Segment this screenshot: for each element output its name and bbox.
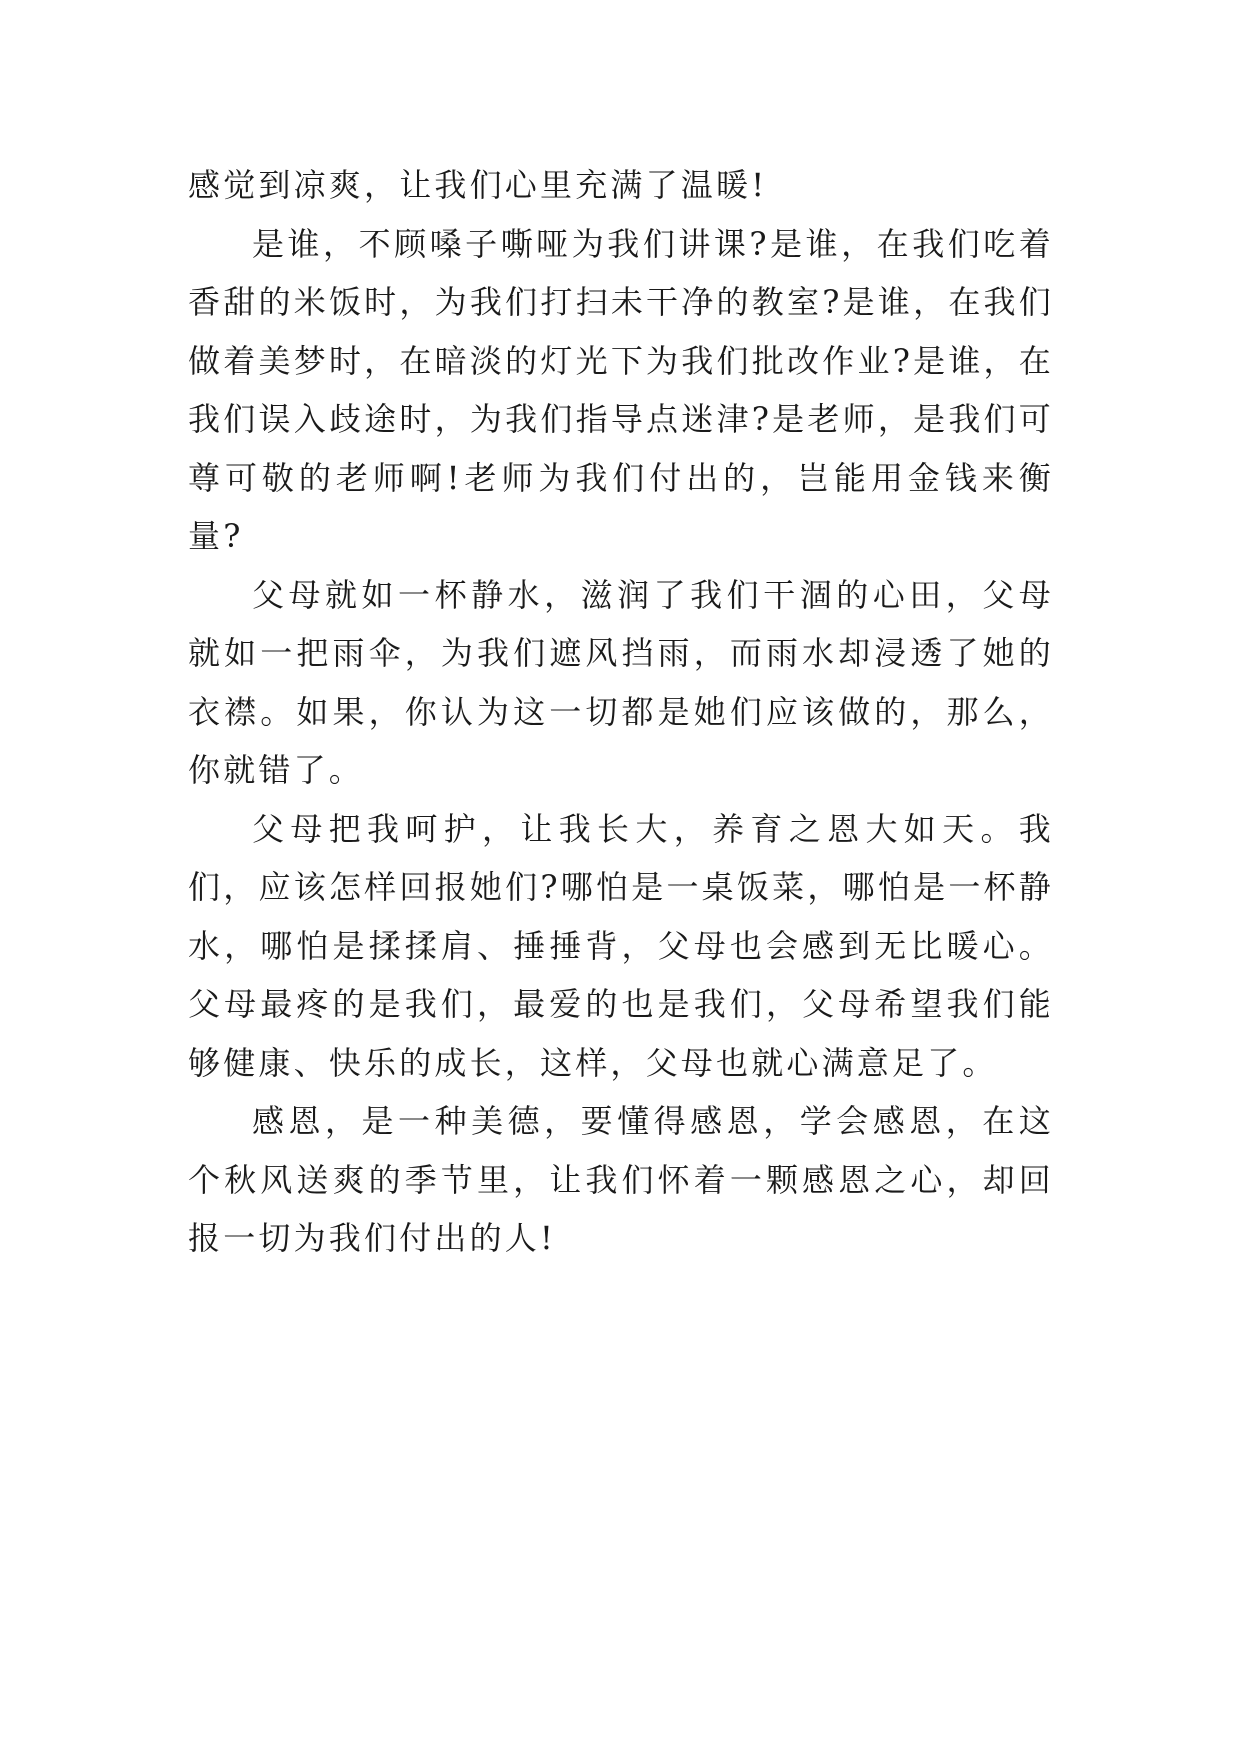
paragraph-2: 是谁，不顾嗓子嘶哑为我们讲课?是谁，在我们吃着香甜的米饭时，为我们打扫未干净的教室?是谁，在我们做着美梦时，在暗淡的灯光下为我们批改作业?是谁，在我们误入歧途时，为我们指导点迷津?是老师，是我们可尊可敬的老师啊!老师为我们付出的，岂能用金钱来衡量?	[188, 224, 1054, 555]
paragraph-1: 感觉到凉爽，让我们心里充满了温暖!	[188, 166, 768, 204]
paragraph-5: 感恩，是一种美德，要懂得感恩，学会感恩，在这个秋风送爽的季节里，让我们怀着一颗感恩之心，却回报一切为我们付出的人!	[188, 1102, 1054, 1257]
document-body	[188, 156, 1054, 1268]
paragraph-4: 父母把我呵护，让我长大，养育之恩大如天。我们，应该怎样回报她们?哪怕是一桌饭菜，哪怕是一杯静水，哪怕是揉揉肩、捶捶背，父母也会感到无比暖心。父母最疼的是我们，最爱的也是我们，父母希望我们能够健康、快乐的成长，这样，父母也就心满意足了。	[188, 809, 1054, 1082]
paragraph-3: 父母就如一杯静水，滋润了我们干涸的心田，父母就如一把雨伞，为我们遮风挡雨，而雨水却浸透了她的衣襟。如果，你认为这一切都是她们应该做的，那么，你就错了。	[188, 575, 1054, 789]
